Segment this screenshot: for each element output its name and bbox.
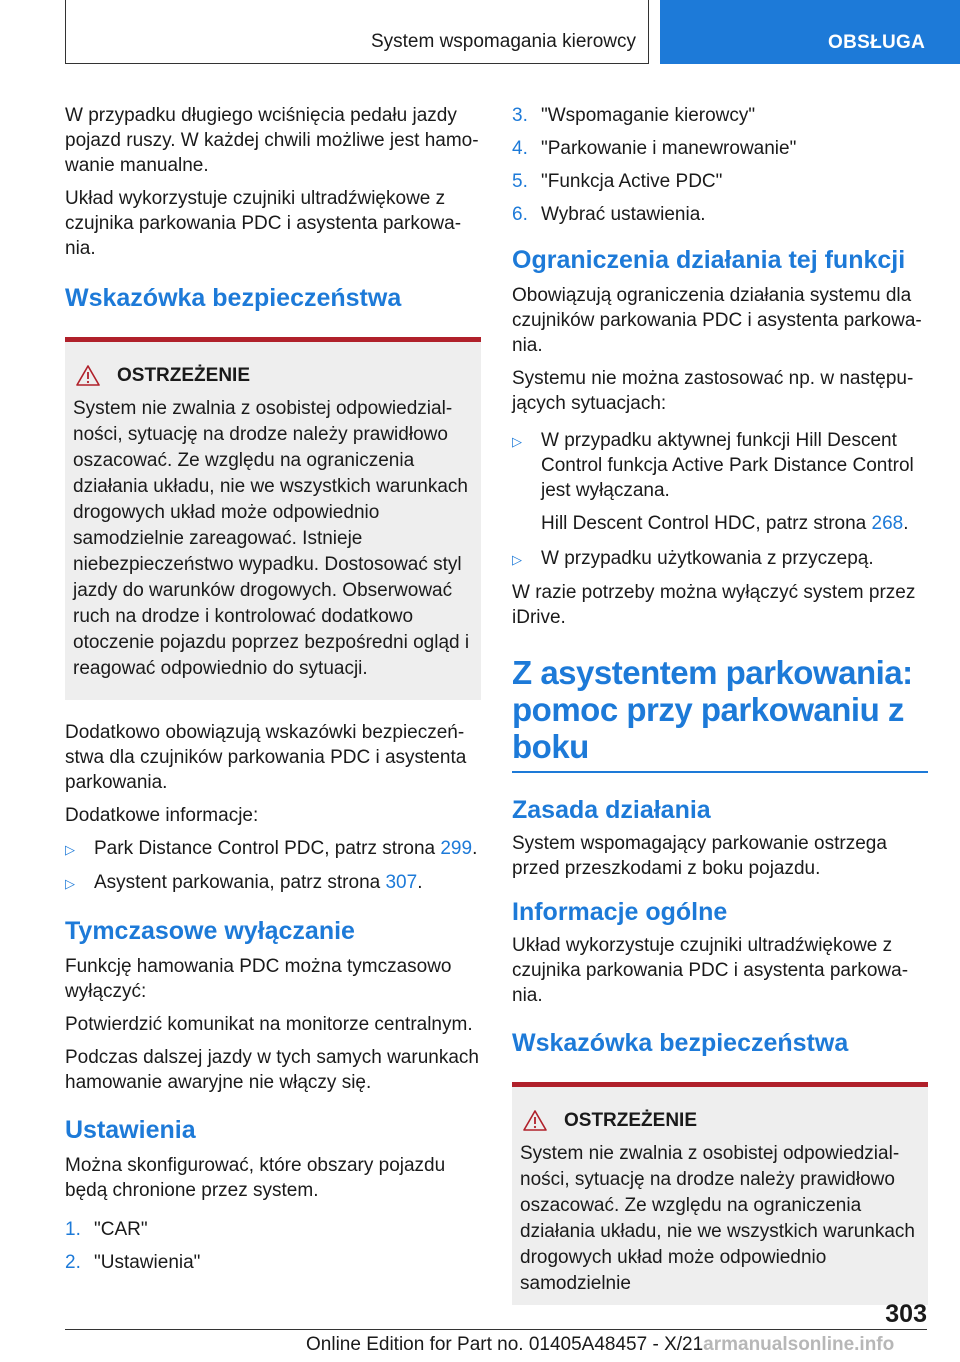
step-item: 3. "Wspomaganie kierowcy" (512, 105, 756, 126)
limits-heading: Ograniczenia działania tej funkcji (512, 246, 906, 274)
settings-heading: Ustawienia (65, 1116, 196, 1144)
paragraph: Obowiązują ograniczenia działania systemu dla czujników parkowania PDC i asystenta parkowania. (512, 285, 922, 356)
paragraph: Układ wykorzystuje czujniki ultradźwiękowe z czujnika parkowania PDC i asystenta parkowania. (65, 188, 462, 259)
chapter-tab (660, 0, 960, 64)
warning-box (512, 1082, 928, 1305)
page-link-299[interactable]: 299 (440, 838, 473, 859)
paragraph: Dodatkowe informacje: (65, 805, 259, 826)
list-item: ▷ Asystent parkowania, patrz strona 307. (65, 870, 481, 896)
warning-triangle-icon (75, 364, 117, 388)
watermark: armanualsonline.info (703, 1334, 895, 1355)
list-item: ▷ Park Distance Control PDC, patrz strona 299. (65, 836, 481, 862)
left-column (65, 103, 481, 1283)
paragraph: Układ wykorzystuje czujniki ultradźwiękowe z czujnika parkowania PDC i asystenta parkowania. (512, 935, 909, 1006)
section-title: System wspomagania kierowcy (370, 31, 636, 52)
principle-heading: Zasada działania (512, 796, 711, 824)
list-item: ▷ W przypadku użytkowania z przyczepą. (512, 546, 928, 572)
bullet-triangle-icon: ▷ (65, 876, 75, 891)
paragraph: Dodatkowo obowiązują wskazówki bezpieczeństwa dla czujników parkowania PDC i asystenta parkowania. (65, 722, 467, 793)
warning-text: System nie zwalnia z osobistej odpowiedzialności, sytuację na drodze należy prawidłowo oszacować. Ze względu na ograniczenia działania układu, nie we wszystkich warunkach drogowych układ może odpowiednio samodzielnie zareagować. Istnieje niebezpieczeństwo wypadku. Dostosować styl jazdy do warunków drogowych. Obserwować ruch na drodze i kontrolować dodatkowo otoczenie pojazdu poprzez bezpośredni ogląd i reagować odpowiednio do sytuacji. (73, 398, 470, 679)
list-item: ▷ W przypadku aktywnej funkcji Hill Descent Control funkcja Active Park Distance Control jest wyłączana. (512, 430, 914, 501)
paragraph: Potwierdzić komunikat na monitorze centralnym. (65, 1014, 473, 1035)
step-item: 4. "Parkowanie i manewrowanie" (512, 138, 797, 159)
general-heading: Informacje ogólne (512, 898, 728, 926)
paragraph: W razie potrzeby można wyłączyć system przez iDrive. (512, 582, 916, 628)
page-link-268[interactable]: 268 (871, 513, 904, 534)
header-box (65, 0, 649, 64)
step-item: 5. "Funkcja Active PDC" (512, 171, 723, 192)
paragraph: W przypadku długiego wciśnięcia pedału jazdy pojazd ruszy. W każdej chwili możliwe jest hamowanie manualne. (65, 105, 479, 176)
warning-text: System nie zwalnia z osobistej odpowiedzialności, sytuację na drodze należy prawidłowo oszacować. Ze względu na ograniczenia działania układu, nie we wszystkich warunkach drogowych układ może odpowiednio samodzielnie (520, 1143, 915, 1294)
paragraph: Podczas dalszej jazdy w tych samych warunkach hamowanie awaryjne nie włączy się. (65, 1047, 479, 1093)
safety-heading: Wskazówka bezpieczeństwa (65, 284, 402, 312)
footer-edition: Online Edition for Part no. 01405A48457 - X/21armanualsonline.info (306, 1334, 895, 1355)
section-heading: Z asystentem parkowania: pomoc przy parkowaniu z boku (512, 654, 913, 765)
paragraph: System wspomagający parkowanie ostrzega przed przeszkodami z boku pojazdu. (512, 833, 887, 879)
warning-triangle-icon (522, 1109, 564, 1133)
safety-heading: Wskazówka bezpieczeństwa (512, 1029, 849, 1057)
footer-rule (65, 1329, 927, 1330)
page-link-307[interactable]: 307 (385, 872, 418, 893)
step-item: 6. Wybrać ustawienia. (512, 204, 706, 225)
step-item: 1. "CAR" (65, 1219, 148, 1240)
right-column (512, 103, 928, 1305)
temp-disable-heading: Tymczasowe wyłączanie (65, 917, 355, 945)
warning-box (65, 337, 481, 700)
paragraph: Funkcję hamowania PDC można tymczasowo wyłączyć: (65, 956, 452, 1002)
paragraph: Systemu nie można zastosować np. w następujących sytuacjach: (512, 368, 914, 414)
step-item: 2. "Ustawienia" (65, 1252, 201, 1273)
chapter-tab-label: OBSŁUGA (828, 32, 926, 53)
bullet-triangle-icon: ▷ (512, 552, 522, 567)
paragraph: Można skonfigurować, które obszary pojazdu będą chronione przez system. (65, 1155, 446, 1201)
bullet-triangle-icon: ▷ (512, 434, 522, 449)
warning-title: OSTRZEŻENIE (117, 365, 251, 386)
page-number: 303 (885, 1300, 927, 1328)
warning-title: OSTRZEŻENIE (564, 1110, 698, 1131)
section-rule (512, 771, 928, 773)
bullet-triangle-icon: ▷ (65, 842, 75, 857)
sub-paragraph: Hill Descent Control HDC, patrz strona 268. (541, 513, 909, 534)
